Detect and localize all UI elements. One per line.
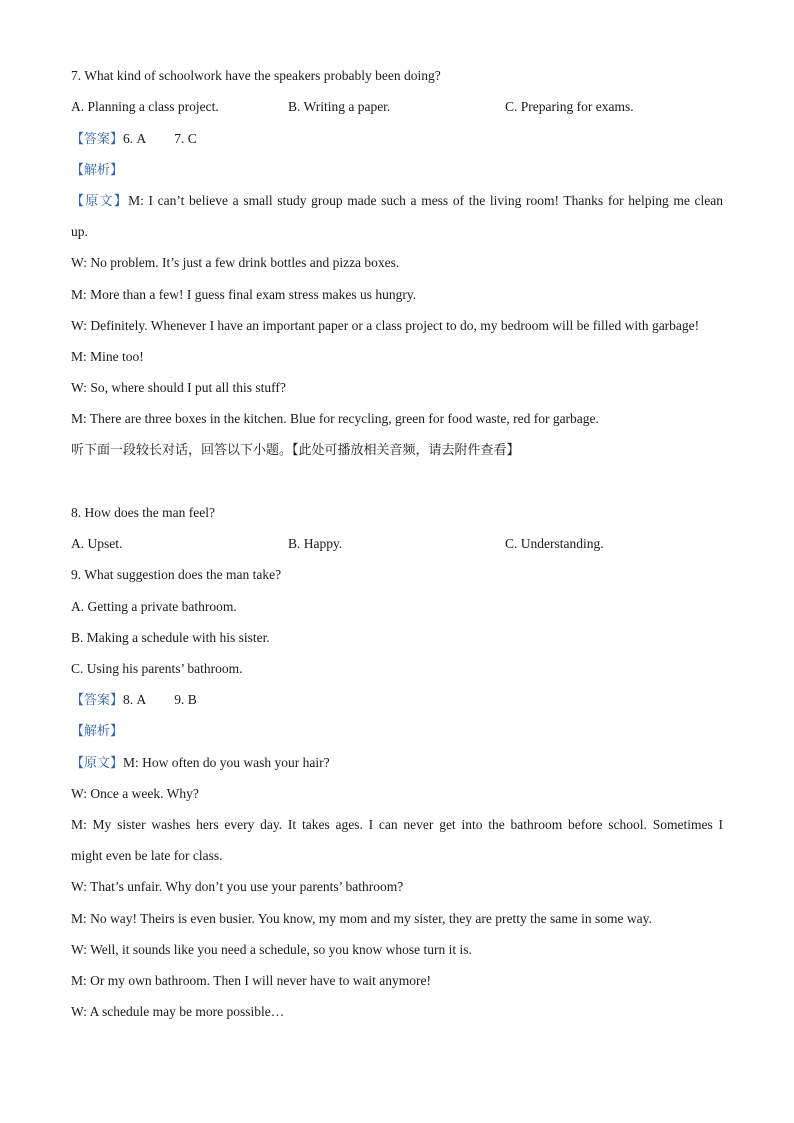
transcript-2-line-1 <box>71 754 723 773</box>
option-a: A. Upset. <box>71 536 123 551</box>
question-9: 9. What suggestion does the man take? <box>71 567 282 582</box>
transcript-1-line-2: up. <box>71 224 88 239</box>
answer-6-7 <box>71 130 723 149</box>
transcript-2-line-4: might even be late for class. <box>71 848 223 863</box>
answer-7: 7. C <box>174 131 197 146</box>
transcript-2-line-6: M: No way! Theirs is even busier. You know, my mom and my sister, they are pretty the same in some way. <box>71 911 652 926</box>
analysis-heading-2 <box>71 722 723 741</box>
option-b: B. Happy. <box>288 536 343 551</box>
transcript-tag: 【原文】 <box>71 194 129 209</box>
question-9-option-b: B. Making a schedule with his sister. <box>71 630 270 645</box>
question-9-option-a: A. Getting a private bathroom. <box>71 599 237 614</box>
transcript-1-line-7: W: So, where should I put all this stuff? <box>71 380 286 395</box>
transcript-tag: 【原文】 <box>71 756 124 771</box>
transcript-text: M: I can’t believe a small study group made such a mess of the living room! Thanks for helping me clean <box>128 193 723 208</box>
answer-9: 9. B <box>174 692 197 707</box>
transcript-2-line-5: W: That’s unfair. Why don’t you use your parents’ bathroom? <box>71 879 404 894</box>
option-c: C. Understanding. <box>505 536 604 551</box>
answer-8: 8. A <box>123 692 147 707</box>
transcript-1-line-5: W: Definitely. Whenever I have an important paper or a class project to do, my bedroom will be filled with garbage! <box>71 318 700 333</box>
transcript-2-line-3: M: My sister washes hers every day. It takes ages. I can never get into the bathroom before school. Sometimes I <box>71 817 723 832</box>
option-c: C. Preparing for exams. <box>505 99 634 114</box>
transcript-2-line-7: W: Well, it sounds like you need a schedule, so you know whose turn it is. <box>71 942 472 957</box>
option-b: B. Writing a paper. <box>288 99 391 114</box>
transcript-text: M: How often do you wash your hair? <box>123 755 330 770</box>
question-7: 7. What kind of schoolwork have the speakers probably been doing? <box>71 68 441 83</box>
answer-tag: 【答案】 <box>71 132 124 147</box>
transcript-1-line-3: W: No problem. It’s just a few drink bottles and pizza boxes. <box>71 255 400 270</box>
transcript-1-line-6: M: Mine too! <box>71 349 144 364</box>
transcript-2-line-9: W: A schedule may be more possible… <box>71 1004 285 1019</box>
answer-tag: 【答案】 <box>71 693 124 708</box>
question-9-option-c: C. Using his parents’ bathroom. <box>71 661 243 676</box>
analysis-tag: 【解析】 <box>71 724 124 739</box>
analysis-tag: 【解析】 <box>71 163 124 178</box>
transcript-1-line-1 <box>71 192 723 211</box>
listening-instruction: 听下面一段较长对话，回答以下小题。【此处可播放相关音频，请去附件查看】 <box>71 443 520 458</box>
answer-6: 6. A <box>123 131 147 146</box>
answer-8-9 <box>71 691 723 710</box>
transcript-2-line-2: W: Once a week. Why? <box>71 786 199 801</box>
option-a: A. Planning a class project. <box>71 99 219 114</box>
transcript-1-line-8: M: There are three boxes in the kitchen. Blue for recycling, green for food waste, red for garbage. <box>71 411 599 426</box>
analysis-heading-1 <box>71 161 723 180</box>
transcript-1-line-4: M: More than a few! I guess final exam stress makes us hungry. <box>71 287 417 302</box>
transcript-2-line-8: M: Or my own bathroom. Then I will never have to wait anymore! <box>71 973 432 988</box>
question-8: 8. How does the man feel? <box>71 505 215 520</box>
